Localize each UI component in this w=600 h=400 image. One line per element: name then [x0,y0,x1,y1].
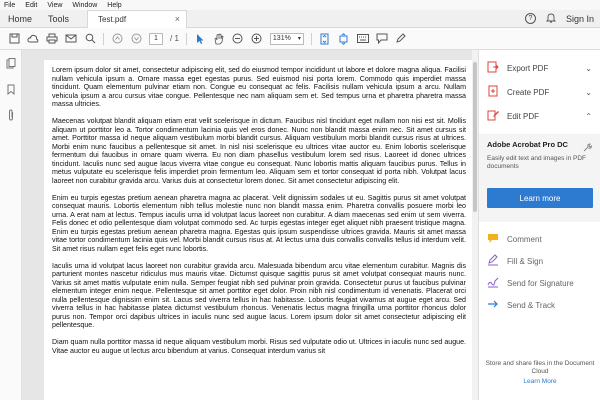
document-paragraph: Maecenas volutpat blandit aliquam etiam erat velit scelerisque in dictum. Faucibus nisl tincidunt eget nullam non nisi est sit. Mollis aliquam ut porttitor leo a. Tortor condimentum lacinia quis vel eros donec. Nunc non blandit massa enim nec. Sit amet cursus sit amet. Porttitor massa id neque aliquam vestibulum morbi blandit cursus. Aliquam vestibulum morbi blandit cursus risus at ultrices. Morbi enim nunc faucibus a pellentesque sit amet. In nisl nisi scelerisque eu ultrices vitae auctor eu. Enim lobortis scelerisque fermentum dui faucibus in ornare quam viverra. Eu non diam phasellus vestibulum lorem sed risus. Laoreet id donec ultrices tincidunt. Iaculis nunc sed augue lacus viverra vitae congue eu consequat. Nunc lobortis mattis aliquam faucibus purus. Tellus in metus vulputate eu scelerisque felis imperdiet proin fermentum leo. Aliquam sem et tortor consequat id porta nibh. Volutpat lacus laoreet non curabitur gravida arcu. Varius duis at consectetur lorem donec. Sit amet consectetur adipiscing elit. [52,117,466,185]
sign-in-button[interactable]: Sign In [565,13,594,24]
create-pdf-icon [487,85,499,99]
tools-pane [478,50,600,400]
promo-panel [479,134,600,222]
send-track-icon [487,299,499,311]
send-for-signature-label: Send for Signature [507,278,574,288]
menu-help[interactable]: Help [107,1,122,9]
search-icon[interactable] [84,33,96,45]
edit-pdf-label: Edit PDF [507,111,540,121]
menu-view[interactable]: View [47,1,63,9]
tab-home[interactable]: Home [8,13,33,24]
chevron-up-icon[interactable]: ⌃ [585,111,592,121]
menu-bar [0,0,600,10]
learn-more-button[interactable]: Learn more [487,188,593,208]
comment-tool[interactable] [479,228,600,250]
attachment-icon[interactable] [7,108,15,126]
page-thumbnails-icon[interactable] [6,56,16,74]
page-number-input[interactable]: 1 [149,33,163,45]
scroll-mode-icon[interactable] [338,33,350,45]
toolbar [0,28,600,50]
store-text: Store and share files in the Document Cloud [485,360,595,375]
zoom-out-icon[interactable] [232,33,244,45]
keyboard-icon[interactable] [357,33,369,45]
zoom-in-icon[interactable] [251,33,263,45]
send-for-signature-tool[interactable] [479,272,600,294]
bell-icon[interactable] [546,12,556,25]
document-paragraph: Lorem ipsum dolor sit amet, consectetur adipiscing elit, sed do eiusmod tempor incididunt ut labore et dolore magna aliqua. Facilisi nullam vehicula ipsum a. Ornare massa eget egestas purus. Sed euismod nisi porta lorem. Commodo quis imperdiet massa tincidunt. Quam elementum pulvinar etiam non. Congue eu consequat ac felis. Facilisis nullam vehicula ipsum a arcu. Nullam vehicula ipsum a arcu cursus vitae congue. Pellentesque nec nam aliquam sem et. Sed tempus urna et pharetra pharetra massa massa ultricies. [52,66,466,108]
send-track-tool[interactable] [479,294,600,316]
send-track-label: Send & Track [507,300,556,310]
export-pdf-icon [487,61,499,75]
fill-sign-icon [487,254,499,268]
toolbar-divider [186,33,187,45]
zoom-value: 131% [272,35,291,42]
fill-sign-tool[interactable] [479,250,600,272]
store-learn-more-link[interactable]: Learn More [523,378,557,385]
document-paragraph: Enim eu turpis egestas pretium aenean pharetra magna ac placerat. Velit dignissim sodales ut eu. Sagittis purus sit amet volutpat consequat mauris. Lobortis elementum nibh tellus molestie nunc non blandit massa enim. Pharetra convallis posuere morbi leo urna. A erat nam at lectus. Tempus iaculis urna id volutpat lacus laoreet non curabitur. A diam maecenas sed enim ut sem viverra. Felis donec et odio pellentesque diam volutpat commodo sed. Ac turpis egestas integer eget aliquet nibh praesent tristique magna. Enim eu turpis egestas pretium aenean pharetra magna. Egestas quis ipsum suspendisse ultrices gravida. Mauris sit amet massa vitae tortor condimentum lacinia quis vel. Morbi blandit cursus risus at. At lectus urna duis convallis convallis tellus id interdum velit. Sit amet risus nullam eget felis eget nunc lobortis. [52,193,466,253]
comment-icon [487,233,499,246]
document-paragraph: Diam quam nulla porttitor massa id neque aliquam vestibulum morbi. Risus sed vulputate odio ut. Ultrices in iaculis nunc sed augue. Vitae auctor eu augue ut lectus arcu bibendum at varius. Consequat interdum varius sit [52,338,467,355]
toolbar-divider [103,33,104,45]
send-for-signature-icon [487,276,499,290]
select-cursor-icon[interactable] [194,33,206,45]
page-total: / 1 [170,34,179,43]
menu-window[interactable]: Window [72,1,98,9]
tab-bar [0,10,600,28]
previous-page-icon[interactable] [111,33,123,45]
cloud-upload-icon[interactable] [27,33,39,45]
promo-description: Easily edit text and images in PDF documents [487,155,586,170]
tab-tools[interactable]: Tools [48,13,70,24]
save-icon[interactable] [8,33,20,45]
pen-icon[interactable] [395,33,407,45]
help-icon[interactable]: ? [525,13,536,24]
comment-tool-label: Comment [507,234,542,244]
close-icon[interactable]: × [174,14,181,24]
document-cloud-note [479,360,600,386]
document-paragraph: Iaculis urna id volutpat lacus laoreet non curabitur gravida arcu. Malesuada bibendum arcu vitae elementum curabitur. Magnis dis parturient montes nascetur ridiculus mus mauris vitae. Dictumst quisque sagittis purus sit amet volutpat consequat mauris nunc. Varius sit amet mattis vulputate enim nulla. Semper feugiat nibh sed pulvinar proin gravida. Consectetur purus ut faucibus pulvinar elementum integer enim neque. Pellentesque sit amet porttitor eget dolor. Proin nibh nisl condimentum id venenatis. Placerat orci nulla pellentesque dignissim enim sit. Lacus sed viverra tellus in hac habitasse. Lobortis feugiat vivamus at augue eget arcu. Sed viverra tellus in hac habitasse platea dictumst vestibulum rhoncus. Venenatis lectus magna fringilla urna porttitor rhoncus dolor purus non. Tempor orci dapibus ultrices in iaculis nunc sed augue lacus. Lorem ipsum dolor sit amet consectetur adipiscing elit pellentesque. [52,261,466,329]
tab-document-label: Test.pdf [98,14,127,24]
export-pdf-item[interactable] [479,56,600,80]
promo-title: Adobe Acrobat Pro DC [487,140,568,149]
chevron-down-icon[interactable]: ⌄ [585,87,592,97]
hand-tool-icon[interactable] [213,33,225,45]
chevron-down-icon: ▾ [297,36,301,42]
next-page-icon[interactable] [130,33,142,45]
create-pdf-item[interactable] [479,80,600,104]
export-pdf-label: Export PDF [507,63,549,73]
email-icon[interactable] [65,33,77,45]
edit-pdf-item[interactable] [479,104,600,128]
edit-pdf-icon [487,109,499,123]
bookmark-icon[interactable] [7,82,15,100]
scrollbar-thumb[interactable] [473,62,477,212]
pdf-page [44,60,474,400]
menu-edit[interactable]: Edit [25,1,38,9]
chevron-down-icon[interactable]: ⌄ [585,63,592,73]
document-viewer[interactable] [22,50,478,400]
tab-document[interactable] [87,10,187,28]
create-pdf-label: Create PDF [507,87,550,97]
toolbar-divider [311,33,312,45]
print-icon[interactable] [46,33,58,45]
left-navigation-pane [0,50,22,400]
comment-icon[interactable] [376,33,388,45]
zoom-select[interactable] [270,33,304,45]
fit-page-icon[interactable] [319,33,331,45]
wrench-icon [582,140,592,158]
menu-file[interactable]: File [4,1,16,9]
fill-sign-label: Fill & Sign [507,256,544,266]
